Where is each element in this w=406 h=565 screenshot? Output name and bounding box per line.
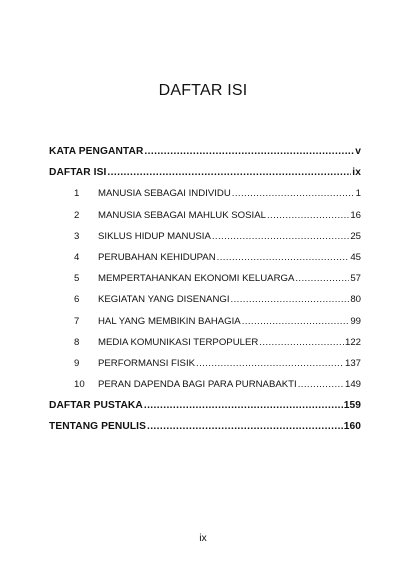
chapter-number: 6 (74, 294, 80, 306)
dot-leader (242, 316, 350, 327)
toc-entry-title: DAFTAR ISI (49, 167, 107, 179)
chapter-number: 2 (74, 209, 80, 221)
dot-leader (232, 188, 355, 199)
toc-entry-title: SIKLUS HIDUP MANUSIA (98, 230, 211, 242)
chapter-number: 3 (74, 230, 80, 242)
dot-leader (144, 400, 343, 411)
chapter-number: 9 (74, 357, 80, 369)
toc-chapter-8[interactable] (49, 337, 361, 358)
toc-entry-page: v (355, 146, 361, 157)
dot-leader (298, 379, 344, 390)
toc-entry-daftar-pustaka[interactable] (49, 400, 361, 421)
toc-chapter-10[interactable] (49, 379, 361, 400)
chapter-number: 7 (74, 315, 80, 327)
toc-chapter-4[interactable] (49, 252, 361, 273)
toc-entry-page: ix (352, 167, 361, 179)
toc-entry-title: KEGIATAN YANG DISENANGI (98, 294, 230, 306)
toc-entry-page: 160 (343, 421, 361, 433)
page-title: DAFTAR ISI (158, 82, 248, 99)
toc-chapter-7[interactable] (49, 316, 361, 337)
toc-entry-page: 159 (343, 400, 361, 412)
dot-leader (217, 252, 350, 263)
toc-entry-page: 1 (355, 188, 361, 200)
toc-entry-title: KATA PENGANTAR (49, 146, 144, 157)
dot-leader (107, 167, 351, 178)
dot-leader (259, 337, 344, 348)
toc-entry-page: 45 (350, 251, 361, 263)
table-of-contents (49, 146, 361, 443)
toc-entry-title: DAFTAR PUSTAKA (49, 400, 143, 412)
chapter-number: 8 (74, 336, 80, 348)
toc-entry-page: 57 (350, 273, 361, 285)
toc-chapter-9[interactable] (49, 358, 361, 379)
dot-leader (231, 294, 350, 305)
chapter-number: 1 (74, 188, 80, 200)
chapter-number: 5 (74, 273, 80, 285)
toc-entry-title: MANUSIA SEBAGAI INDIVIDU (98, 188, 231, 200)
toc-entry-tentang-penulis[interactable] (49, 421, 361, 442)
toc-entry-title: MEDIA KOMUNIKASI TERPOPULER (98, 336, 259, 348)
toc-chapter-1[interactable] (49, 188, 361, 209)
chapter-number: 10 (74, 379, 85, 391)
toc-entry-page: 80 (350, 294, 361, 306)
toc-entry-title: PERAN DAPENDA BAGI PARA PURNABAKTI (98, 379, 297, 391)
toc-entry-page: 16 (350, 209, 361, 221)
toc-chapter-3[interactable] (49, 231, 361, 252)
dot-leader (212, 231, 349, 242)
toc-entry-title: PERFORMANSI FISIK (98, 357, 196, 369)
toc-entry-page: 137 (344, 357, 361, 369)
dot-leader (147, 421, 343, 432)
toc-entry-daftar-isi[interactable] (49, 167, 361, 188)
toc-entry-title: PERUBAHAN KEHIDUPAN (98, 251, 216, 263)
toc-entry-title: MEMPERTAHANKAN EKONOMI KELUARGA (98, 273, 295, 285)
toc-entry-kata-pengantar[interactable] (49, 146, 361, 167)
dot-leader (295, 273, 349, 284)
toc-entry-page: 25 (350, 230, 361, 242)
dot-leader (144, 146, 354, 157)
toc-entry-page: 99 (350, 315, 361, 327)
toc-chapter-5[interactable] (49, 273, 361, 294)
toc-entry-title: TENTANG PENULIS (49, 421, 146, 433)
toc-chapter-6[interactable] (49, 294, 361, 315)
dot-leader (267, 210, 349, 221)
toc-entry-page: 149 (344, 379, 361, 391)
chapter-number: 4 (74, 251, 80, 263)
toc-entry-page: 122 (344, 336, 361, 348)
toc-entry-title: MANUSIA SEBAGAI MAHLUK SOSIAL (98, 209, 266, 221)
toc-entry-title: HAL YANG MEMBIKIN BAHAGIA (98, 315, 241, 327)
page-number: ix (199, 532, 207, 544)
toc-chapter-2[interactable] (49, 210, 361, 231)
dot-leader (196, 358, 344, 369)
